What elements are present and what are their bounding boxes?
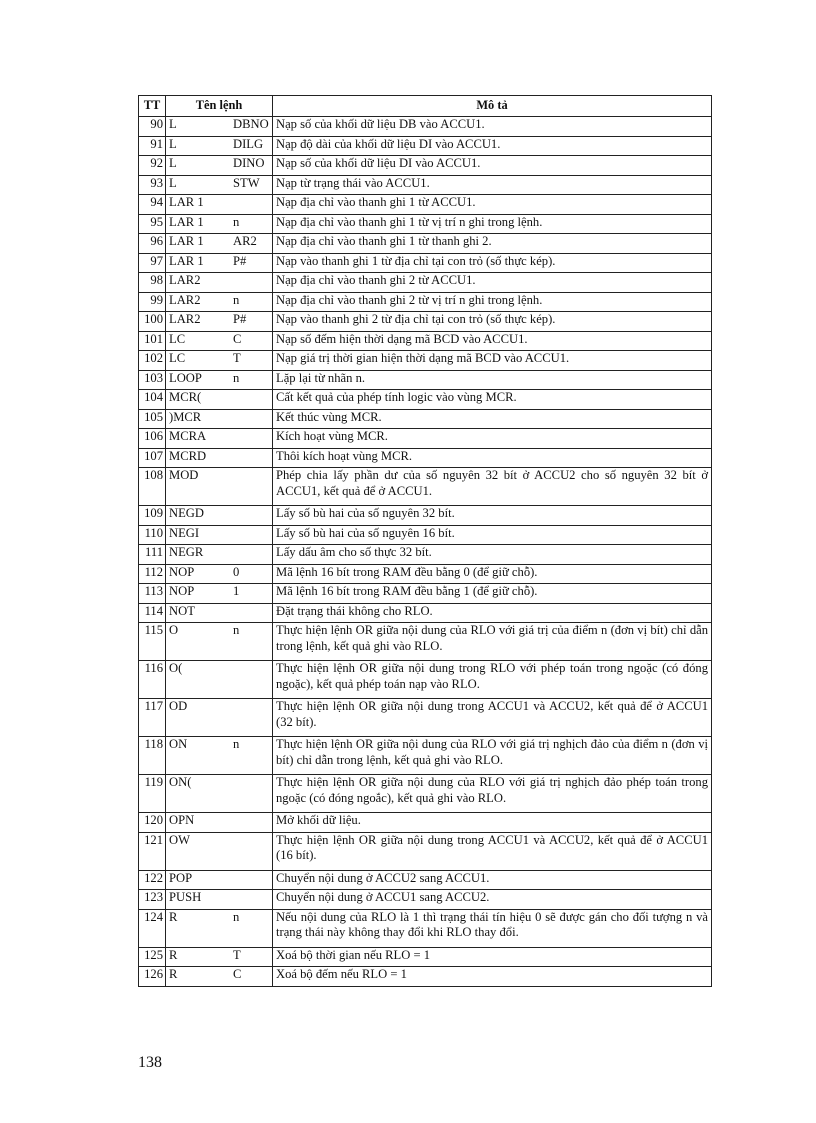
description-cell: Kết thúc vùng MCR.: [273, 409, 712, 429]
row-number: 103: [139, 370, 166, 390]
row-number: 96: [139, 234, 166, 254]
command-mnemonic: LOOP: [169, 370, 202, 385]
table-row: [139, 967, 712, 987]
table-row: [139, 409, 712, 429]
description-cell: Nạp địa chỉ vào thanh ghi 2 từ vị trí n ghi trong lệnh.: [273, 292, 712, 312]
table-row: [139, 468, 712, 506]
description-cell: Xoá bộ đếm nếu RLO = 1: [273, 967, 712, 987]
row-number: 98: [139, 273, 166, 293]
command-cell: [166, 409, 273, 429]
table-row: [139, 661, 712, 699]
command-operand: [233, 775, 269, 791]
description-cell: Kích hoạt vùng MCR.: [273, 429, 712, 449]
description-cell: Lấy số bù hai của số nguyên 16 bít.: [273, 525, 712, 545]
command-mnemonic: MCRD: [169, 448, 207, 463]
command-mnemonic: LAR 1: [169, 214, 204, 229]
row-number: 122: [139, 870, 166, 890]
row-number: 107: [139, 448, 166, 468]
description-cell: Nạp số của khối dữ liệu DB vào ACCU1.: [273, 117, 712, 137]
table-row: [139, 737, 712, 775]
command-cell: [166, 603, 273, 623]
command-mnemonic: NEGR: [169, 545, 204, 559]
command-cell: [166, 136, 273, 156]
description-cell: Nạp địa chỉ vào thanh ghi 1 từ ACCU1.: [273, 195, 712, 215]
description-cell: Nạp địa chỉ vào thanh ghi 1 từ vị trí n ghi trong lệnh.: [273, 214, 712, 234]
command-cell: [166, 214, 273, 234]
row-number: 126: [139, 967, 166, 987]
row-number: 114: [139, 603, 166, 623]
command-cell: [166, 448, 273, 468]
command-cell: [166, 312, 273, 332]
description-cell: Nạp từ trạng thái vào ACCU1.: [273, 175, 712, 195]
row-number: 105: [139, 409, 166, 429]
command-mnemonic: R: [169, 967, 178, 981]
row-number: 106: [139, 429, 166, 449]
command-mnemonic: OPN: [169, 813, 195, 827]
command-operand: T: [233, 947, 241, 962]
table-row: [139, 195, 712, 215]
description-cell: Thực hiện lệnh OR giữa nội dung của RLO với giá trị của điểm n (đơn vị bít) chỉ dẫn trong lệnh, kết quả ghi vào RLO.: [273, 623, 712, 661]
row-number: 119: [139, 775, 166, 813]
table-row: [139, 214, 712, 234]
command-mnemonic: LAR 1: [169, 234, 204, 248]
command-mnemonic: R: [169, 909, 178, 924]
table-row: [139, 699, 712, 737]
command-cell: [166, 468, 273, 506]
command-mnemonic: OW: [169, 832, 190, 847]
command-operand: [233, 410, 269, 426]
row-number: 102: [139, 351, 166, 371]
header-tt: TT: [139, 96, 166, 117]
table-row: [139, 525, 712, 545]
row-number: 120: [139, 813, 166, 833]
command-cell: [166, 947, 273, 967]
command-mnemonic: NEGI: [169, 525, 200, 540]
description-cell: Đặt trạng thái không cho RLO.: [273, 603, 712, 623]
command-cell: [166, 331, 273, 351]
command-cell: [166, 429, 273, 449]
row-number: 109: [139, 506, 166, 526]
row-number: 121: [139, 832, 166, 870]
description-cell: Phép chia lấy phần dư của số nguyên 32 bít ở ACCU2 cho số nguyên 32 bít ở ACCU1, kết quả để ở ACCU1.: [273, 468, 712, 506]
command-mnemonic: R: [169, 947, 178, 962]
description-cell: Lấy dấu âm cho số thực 32 bít.: [273, 545, 712, 565]
description-cell: Thực hiện lệnh OR giữa nội dung trong ACCU1 và ACCU2, kết quả để ở ACCU1 (16 bít).: [273, 832, 712, 870]
description-cell: Xoá bộ thời gian nếu RLO = 1: [273, 947, 712, 967]
row-number: 111: [139, 545, 166, 565]
command-operand: AR2: [233, 234, 257, 248]
command-mnemonic: LAR 1: [169, 195, 204, 209]
row-number: 123: [139, 890, 166, 910]
description-cell: Chuyển nội dung ở ACCU1 sang ACCU2.: [273, 890, 712, 910]
command-cell: [166, 909, 273, 947]
command-operand: 0: [233, 564, 240, 579]
command-mnemonic: MCRA: [169, 429, 207, 443]
table-row: [139, 832, 712, 870]
command-operand: n: [233, 214, 240, 229]
command-cell: [166, 156, 273, 176]
description-cell: Nạp độ dài của khối dữ liệu DI vào ACCU1.: [273, 136, 712, 156]
table-header-row: [139, 96, 712, 117]
command-mnemonic: MOD: [169, 468, 199, 482]
command-cell: [166, 545, 273, 565]
command-operand: DBNO: [233, 117, 269, 131]
command-mnemonic: L: [169, 136, 177, 151]
table-row: [139, 136, 712, 156]
description-cell: Nạp địa chỉ vào thanh ghi 1 từ thanh ghi 2.: [273, 234, 712, 254]
table-row: [139, 331, 712, 351]
command-operand: P#: [233, 253, 247, 268]
table-row: [139, 273, 712, 293]
command-mnemonic: LAR2: [169, 312, 201, 326]
table-row: [139, 564, 712, 584]
description-cell: Thực hiện lệnh OR giữa nội dung trong RLO với phép toán trong ngoặc (có đóng ngoặc), kết quả phép toán nạp vào RLO.: [273, 661, 712, 699]
table-row: [139, 429, 712, 449]
row-number: 108: [139, 468, 166, 506]
description-cell: Nạp vào thanh ghi 1 từ địa chỉ tại con trỏ (số thực kép).: [273, 253, 712, 273]
command-operand: [233, 890, 269, 906]
table-row: [139, 623, 712, 661]
command-operand: C: [233, 331, 242, 346]
row-number: 124: [139, 909, 166, 947]
description-cell: Nạp vào thanh ghi 2 từ địa chỉ tại con trỏ (số thực kép).: [273, 312, 712, 332]
description-cell: Mã lệnh 16 bít trong RAM đều bằng 0 (để giữ chỗ).: [273, 564, 712, 584]
description-cell: Thực hiện lệnh OR giữa nội dung của RLO với giá trị nghịch đảo của điểm n (đơn vị bít) chỉ dẫn trong lệnh, kết quả ghi vào RLO.: [273, 737, 712, 775]
description-cell: Cất kết quả của phép tính logic vào vùng MCR.: [273, 390, 712, 410]
command-cell: [166, 584, 273, 604]
description-cell: Thực hiện lệnh OR giữa nội dung trong ACCU1 và ACCU2, kết quả để ở ACCU1 (32 bít).: [273, 699, 712, 737]
row-number: 116: [139, 661, 166, 699]
command-operand: [233, 661, 269, 677]
command-operand: [233, 833, 269, 849]
command-mnemonic: L: [169, 117, 177, 131]
command-mnemonic: )MCR: [169, 409, 202, 424]
command-cell: [166, 253, 273, 273]
description-cell: Lặp lại từ nhãn n.: [273, 370, 712, 390]
command-operand: P#: [233, 312, 247, 326]
command-operand: [233, 813, 269, 829]
command-operand: DINO: [233, 156, 265, 170]
row-number: 91: [139, 136, 166, 156]
command-mnemonic: L: [169, 156, 177, 170]
row-number: 95: [139, 214, 166, 234]
row-number: 97: [139, 253, 166, 273]
command-mnemonic: L: [169, 175, 177, 190]
row-number: 110: [139, 525, 166, 545]
command-operand: [233, 273, 269, 289]
command-mnemonic: LC: [169, 331, 186, 346]
command-cell: [166, 813, 273, 833]
command-cell: [166, 506, 273, 526]
row-number: 100: [139, 312, 166, 332]
command-cell: [166, 564, 273, 584]
description-cell: Nạp số của khối dữ liệu DI vào ACCU1.: [273, 156, 712, 176]
command-cell: [166, 370, 273, 390]
command-cell: [166, 661, 273, 699]
command-mnemonic: ON(: [169, 775, 192, 789]
command-mnemonic: NEGD: [169, 506, 204, 520]
table-row: [139, 117, 712, 137]
row-number: 117: [139, 699, 166, 737]
description-cell: Chuyển nội dung ở ACCU2 sang ACCU1.: [273, 870, 712, 890]
row-number: 93: [139, 175, 166, 195]
command-cell: [166, 390, 273, 410]
command-cell: [166, 273, 273, 293]
table-row: [139, 292, 712, 312]
row-number: 113: [139, 584, 166, 604]
command-operand: C: [233, 967, 242, 981]
table-body: [139, 117, 712, 987]
command-operand: STW: [233, 175, 260, 190]
table-row: [139, 545, 712, 565]
command-cell: [166, 292, 273, 312]
command-cell: [166, 870, 273, 890]
table-row: [139, 813, 712, 833]
command-mnemonic: NOT: [169, 603, 195, 618]
command-operand: [233, 468, 269, 484]
command-mnemonic: MCR(: [169, 390, 202, 404]
table-row: [139, 775, 712, 813]
command-mnemonic: ON: [169, 737, 188, 751]
description-cell: Nạp địa chỉ vào thanh ghi 2 từ ACCU1.: [273, 273, 712, 293]
row-number: 99: [139, 292, 166, 312]
command-cell: [166, 890, 273, 910]
command-cell: [166, 525, 273, 545]
command-operand: n: [233, 623, 240, 637]
row-number: 112: [139, 564, 166, 584]
table-row: [139, 234, 712, 254]
table-row: [139, 175, 712, 195]
table-row: [139, 870, 712, 890]
command-operand: [233, 699, 269, 715]
command-cell: [166, 175, 273, 195]
row-number: 125: [139, 947, 166, 967]
command-cell: [166, 195, 273, 215]
table-row: [139, 506, 712, 526]
command-cell: [166, 234, 273, 254]
table-row: [139, 909, 712, 947]
row-number: 101: [139, 331, 166, 351]
command-operand: [233, 526, 269, 542]
command-cell: [166, 351, 273, 371]
command-mnemonic: OD: [169, 699, 188, 713]
table-row: [139, 390, 712, 410]
row-number: 115: [139, 623, 166, 661]
command-mnemonic: O(: [169, 661, 183, 675]
table-row: [139, 890, 712, 910]
table-row: [139, 351, 712, 371]
table-row: [139, 312, 712, 332]
row-number: 118: [139, 737, 166, 775]
table-row: [139, 370, 712, 390]
command-cell: [166, 775, 273, 813]
row-number: 104: [139, 390, 166, 410]
command-operand: [233, 195, 269, 211]
command-cell: [166, 117, 273, 137]
command-mnemonic: PUSH: [169, 890, 202, 904]
description-cell: Mã lệnh 16 bít trong RAM đều bằng 1 (để giữ chỗ).: [273, 584, 712, 604]
page-number: 138: [138, 1054, 162, 1071]
command-cell: [166, 699, 273, 737]
header-name: Tên lệnh: [166, 96, 273, 117]
command-operand: n: [233, 292, 240, 307]
description-cell: Nạp số đếm hiện thời dạng mã BCD vào ACCU1.: [273, 331, 712, 351]
command-mnemonic: O: [169, 623, 179, 637]
command-operand: [233, 871, 269, 887]
instruction-table: [138, 95, 712, 987]
command-operand: [233, 390, 269, 406]
command-mnemonic: NOP: [169, 564, 195, 579]
command-operand: T: [233, 351, 241, 365]
description-cell: Thôi kích hoạt vùng MCR.: [273, 448, 712, 468]
description-cell: Lấy số bù hai của số nguyên 32 bít.: [273, 506, 712, 526]
row-number: 92: [139, 156, 166, 176]
description-cell: Nếu nội dung của RLO là 1 thì trạng thái tín hiệu 0 sẽ được gán cho đối tượng n và trạng thái này không thay đổi khi RLO thay đổi.: [273, 909, 712, 947]
row-number: 94: [139, 195, 166, 215]
command-mnemonic: NOP: [169, 584, 195, 598]
command-operand: [233, 545, 269, 561]
command-operand: 1: [233, 584, 240, 598]
command-operand: [233, 506, 269, 522]
table-row: [139, 448, 712, 468]
table-row: [139, 584, 712, 604]
command-operand: n: [233, 737, 240, 751]
header-desc: Mô tả: [273, 96, 712, 117]
command-mnemonic: POP: [169, 870, 193, 885]
command-operand: n: [233, 370, 240, 385]
command-operand: n: [233, 909, 240, 924]
command-mnemonic: LAR2: [169, 292, 201, 307]
row-number: 90: [139, 117, 166, 137]
table-row: [139, 253, 712, 273]
description-cell: Mở khối dữ liệu.: [273, 813, 712, 833]
table-row: [139, 156, 712, 176]
command-cell: [166, 623, 273, 661]
table-row: [139, 947, 712, 967]
command-operand: [233, 429, 269, 445]
command-cell: [166, 967, 273, 987]
command-operand: DILG: [233, 136, 264, 151]
command-operand: [233, 604, 269, 620]
command-mnemonic: LAR 1: [169, 253, 204, 268]
command-mnemonic: LAR2: [169, 273, 201, 287]
command-operand: [233, 449, 269, 465]
table-row: [139, 603, 712, 623]
command-cell: [166, 737, 273, 775]
description-cell: Thực hiện lệnh OR giữa nội dung của RLO với giá trị nghịch đảo phép toán trong ngoặc (có đóng ngoắc), kết quả ghi vào RLO.: [273, 775, 712, 813]
command-mnemonic: LC: [169, 351, 186, 365]
description-cell: Nạp giá trị thời gian hiện thời dạng mã BCD vào ACCU1.: [273, 351, 712, 371]
command-cell: [166, 832, 273, 870]
